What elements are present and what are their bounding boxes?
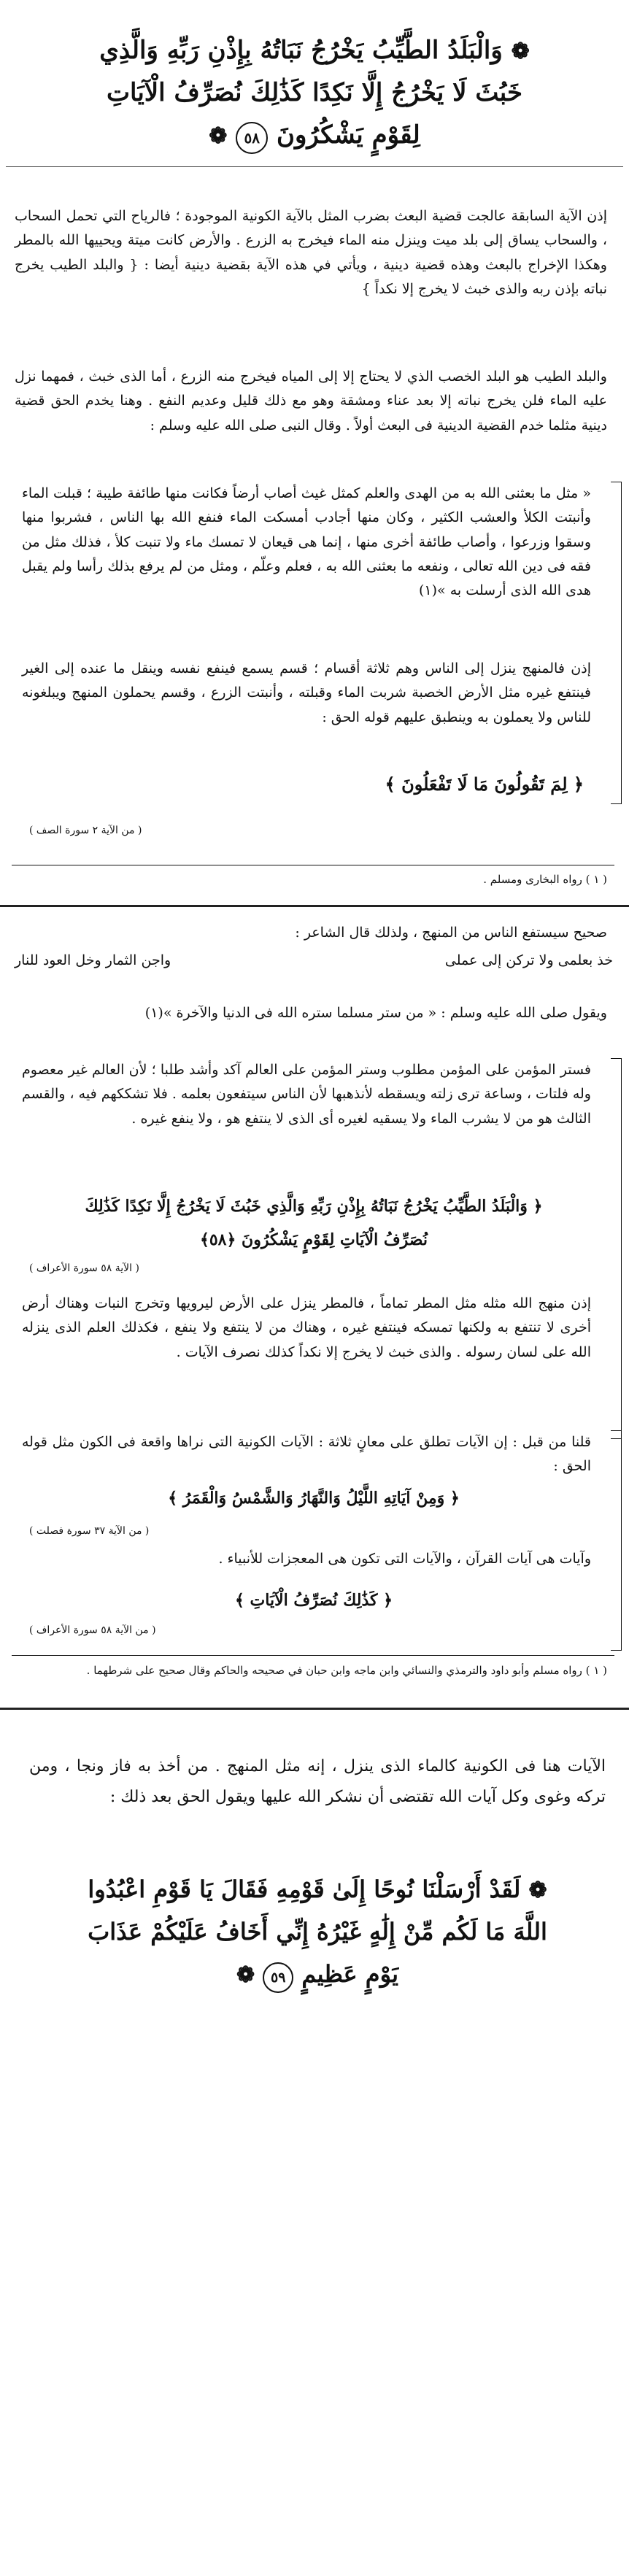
page2-verse-2: ﴿ وَمِنْ آيَاتِهِ اللَّيْلُ وَالنَّهَارُ وَالشَّمْسُ وَالْقَمَرُ ﴾ [168,1489,460,1508]
top-verse-line-1: ❁ وَالْبَلَدُ الطَّيِّبُ يَخْرُجُ نَبَاتُهُ بِإِذْنِ رَبِّهِ وَالَّذِي [99,36,530,65]
footnote-divider [12,1655,614,1656]
side-bracket [611,1058,622,1439]
page1-paragraph-4: إذن فالمنهج ينزل إلى الناس وهم ثلاثة أقسام ؛ قسم يسمع فينفع نفسه وينقل ما عنده إلى الغير فينتفع غيره مثل الأرض الخصبة شربت الماء وقبلته ، وأنبتت الزرع ، وقسم يحملون المنهج ويبلغونه للناس ولا يعملون به وينطبق عليهم قوله الحق : [22,660,591,725]
page-divider [0,1708,629,1710]
page2-hadith-line: ويقول صلى الله عليه وسلم : « من ستر مسلما ستره الله فى الدنيا والآخرة »(١) [144,1005,607,1021]
page3-verse-line-1: ❁ لَقَدْ أَرْسَلْنَا نُوحًا إِلَىٰ قَوْمِهِ فَقَالَ يَا قَوْمِ اعْبُدُوا [88,1875,547,1903]
page-divider [0,905,629,907]
divider [6,166,623,167]
page2-verse-3: ﴿ كَذَٰلِكَ نُصَرِّفُ الْآيَاتِ ﴾ [234,1591,393,1610]
page1-paragraph-3: « مثل ما بعثنى الله به من الهدى والعلم كمثل غيث أصاب أرضاً فكانت منها طائفة طيبة ؛ قبلت الماء وأنبتت الكلأ والعشب الكثير ، وكان منها أجادب أمسكت الماء فنفع الله بها الناس ، فشربوا منها وسقوا وزرعوا ، وأصاب طائفة أخرى منها ، إنما هى قيعان لا تمسك ماء ولا تنبت كلأ ، فذلك مثل من فقه فى دين الله تعالى ، ونفعه ما بعثنى الله به ، فعلم وعلّم ، ومثل من لم يرفع بذلك رأسا ولم يقبل هدى الله الذى أرسلت به »(١) [22,485,591,598]
page2-verse-3-reference: ( من الآية ٥٨ سورة الأعراف ) [29,1624,156,1636]
page2-paragraph-3: قلنا من قبل : إن الآيات تطلق على معانٍ ثلاثة : الآيات الكونية التى نراها واقعة فى الكون مثل قوله الحق : [22,1434,591,1475]
page1-paragraph-2: والبلد الطيب هو البلد الخصب الذي لا يحتاج إلا إلى المياه فيخرج منه الزرع ، أما الذى خبث ، فمهما نزل عليه الماء فلن يخرج نباته إلا بعد عناء ومشقة وهو مع ذلك قليل وعديم النفع . وهنا يخدم الحق قضية دينية مثلما خدم القضية الدينية فى البعث أولاً . وقال النبى صلى الله عليه وسلم : [15,369,607,433]
page1-paragraph-1: إذن الآية السابقة عالجت قضية البعث بضرب المثل بالآية الكونية الموجودة ؛ فالرياح التي تحمل السحاب ، والسحاب يساق إلى بلد ميت وينزل منه الماء فيخرج به الزرع . والأرض كانت ميتة ويحييها الله بالمطر وهكذا الإخراج بالبعث وهذه قضية دينية ، ويأتي في هذه الآية بقضية دينية أيضا : { والبلد الطيب يخرج نباته بإذن ربه والذى خبث لا يخرج إلا نكداً } [15,208,607,297]
rosette-ornament-icon: ❁ [209,123,228,149]
side-bracket [611,1430,622,1651]
poem-right-hemistich: خذ بعلمى ولا تركن إلى عملى [444,952,613,968]
rosette-ornament-icon: ❁ [511,39,530,64]
poem-left-hemistich: واجن الثمار وخل العود للنار [15,952,171,968]
top-verse-line-3: لِقَوْمٍ يَشْكُرُونَ ٥٨ ❁ [44,114,585,156]
page1-footnote: ( ١ ) رواه البخارى ومسلم . [483,873,607,886]
page2-intro: صحيح سيستفع الناس من المنهج ، ولذلك قال الشاعر : [295,925,607,941]
page2-footnote: ( ١ ) رواه مسلم وأبو داود والترمذي والنسائي وابن ماجه وابن حبان في صحيحه والحاكم وقال صحيح على شرطهما . [86,1664,607,1677]
side-bracket [611,482,622,804]
page2-verse-1-line-1: ﴿ وَالْبَلَدُ الطَّيِّبُ يَخْرُجُ نَبَاتُهُ بِإِذْنِ رَبِّهِ وَالَّذِي خَبُثَ لَا يَخْرُجُ إِلَّا نَكِدًا كَذَٰلِكَ [85,1197,543,1216]
page2-verse-2-reference: ( من الآية ٣٧ سورة فصلت ) [29,1525,150,1537]
page2-paragraph-1: فستر المؤمن على المؤمن مطلوب وستر المؤمن على العالم آكد وأشد طلبا ؛ لأن العالم غير معصوم وله فلتات ، وساعة ترى زلته ويسقطه لأنذهبها لأن الناس سيتفعون بعلمه . فلا تشككهم فيه ، والقسم الثالث هو من لا يشرب الماء ولا يسقيه لغيره أى الذى لا ينتفع هو ، ولا ينفع غيره . [22,1062,591,1127]
page3-verse-line-2: اللَّهَ مَا لَكُم مِّنْ إِلَٰهٍ غَيْرُهُ إِنِّي أَخَافُ عَلَيْكُمْ عَذَابَ [88,1918,547,1946]
ayah-number-badge: ٥٨ [236,122,268,154]
page2-verse-1-line-2: نُصَرِّفُ الْآيَاتِ لِقَوْمٍ يَشْكُرُونَ ﴿٥٨﴾ [199,1230,428,1249]
page2-verse-1 [29,1189,598,1257]
page1-quote-reference: ( من الآية ٢ سورة الصف ) [29,825,142,836]
ayah-number-badge: ٥٩ [263,1962,293,1993]
page3-verse [29,1868,606,1995]
page3-paragraph: الآيات هنا فى الكونية كالماء الذى ينزل ، إنه مثل المنهج . من أخذ به فاز ونجا ، ومن تركه وغوى وكل آيات الله تقتضى أن نشكر الله عليها ويقول الحق بعد ذلك : [29,1757,606,1806]
top-verse [44,29,585,156]
page1-quote-verse: ﴿ لِمَ تَقُولُونَ مَا لَا تَفْعَلُونَ ﴾ [385,774,584,795]
page2-paragraph-2: إذن منهج الله مثله مثل المطر تماماً ، فالمطر ينزل على الأرض ليرويها وتخرج النبات وهناك أرض أخرى لا تنتفع به ولكنها تمسكه فينتفع غيره ، وهناك من لا ينتفع ولا ينفع ، فكذلك العلم الذى ينزله الله على لسان رسوله . والذى خبث لا يخرج إلا نكداً كذلك نصرف الآيات . [22,1295,591,1360]
page2-verse-1-reference: ( الآية ٥٨ سورة الأعراف ) [29,1262,139,1274]
rosette-ornament-icon: ❁ [236,1962,255,1988]
page2-paragraph-4: وآيات هى آيات القرآن ، والآيات التى تكون هى المعجزات للأنبياء . [218,1551,591,1567]
top-verse-line-2: خَبُثَ لَا يَخْرُجُ إِلَّا نَكِدًا كَذَٰلِكَ نُصَرِّفُ الْآيَاتِ [106,78,523,107]
page3-verse-line-3: يَوْمٍ عَظِيمٍ ٥٩ ❁ [29,1953,606,1995]
rosette-ornament-icon: ❁ [528,1878,547,1903]
